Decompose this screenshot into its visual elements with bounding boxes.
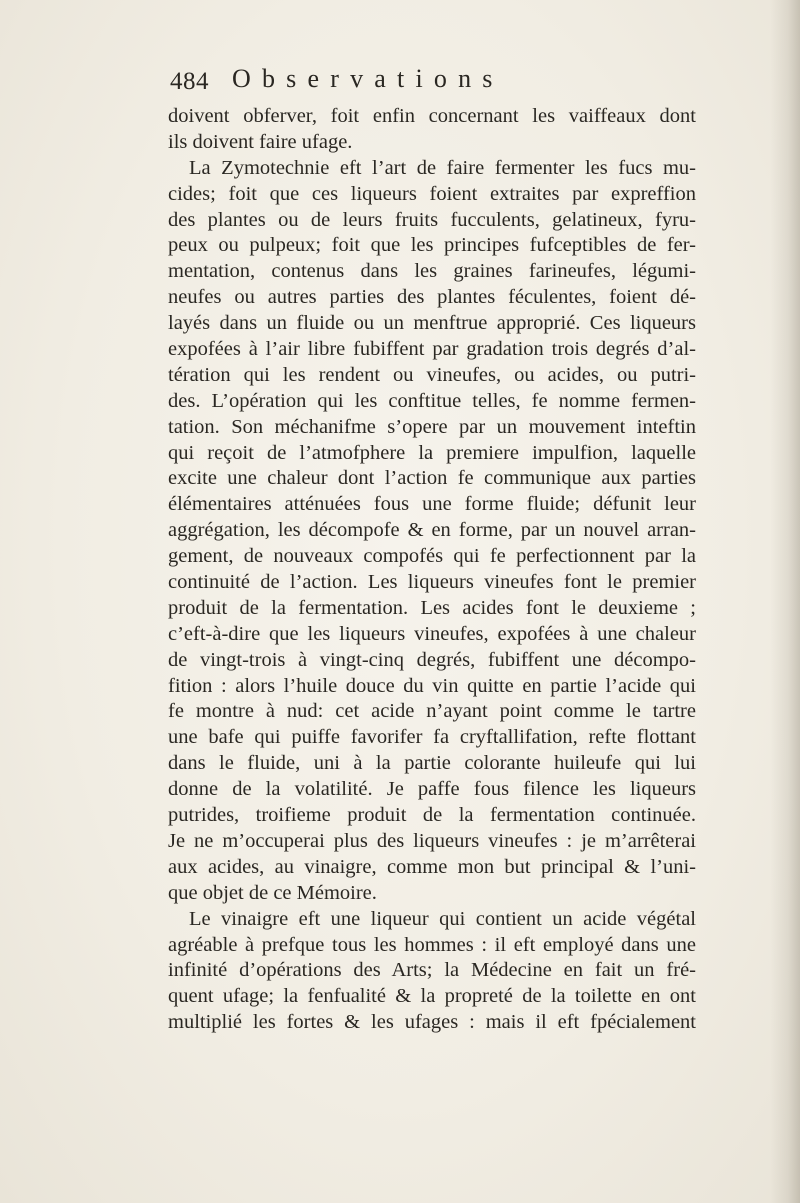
text-line: agréable à prefque tous les hommes : il eft employé dans une xyxy=(168,933,696,956)
running-head: Observations xyxy=(232,64,504,93)
page-number: 484 xyxy=(170,68,209,95)
text-line: tération qui les rendent ou vineufes, ou acides, ou putri- xyxy=(168,363,696,386)
text-line: élémentaires atténuées fous une forme fluide; défunit leur xyxy=(168,493,696,516)
text-line: neufes ou autres parties des plantes féculentes, foient dé- xyxy=(168,286,696,309)
page-edge-shadow xyxy=(770,0,800,1203)
text-line: aggrégation, les décompofe & en forme, par un nouvel arran- xyxy=(168,519,696,542)
text-line: multiplié les fortes & les ufages : mais il eft fpécialement xyxy=(168,1011,696,1034)
text-line: tation. Son méchanifme s’opere par un mouvement inteftin xyxy=(168,415,696,438)
text-line: peux ou pulpeux; foit que les principes fufceptibles de fer- xyxy=(168,234,696,257)
text-line: ils doivent faire ufage. xyxy=(168,130,353,153)
text-line: expofées à l’air libre fubiffent par gradation trois degrés d’al- xyxy=(168,338,696,361)
text-line: mentation, contenus dans les graines farineufes, légumi- xyxy=(168,260,696,283)
text-line: gement, de nouveaux compofés qui fe perfectionnent par la xyxy=(168,545,696,568)
text-line: donne de la volatilité. Je paffe fous filence les liqueurs xyxy=(168,778,696,801)
page-header xyxy=(170,64,690,100)
text-line: que objet de ce Mémoire. xyxy=(168,881,377,904)
text-line: infinité d’opérations des Arts; la Médecine en fait un fré- xyxy=(168,959,696,982)
text-line: produit de la fermentation. Les acides font le deuxieme ; xyxy=(168,596,696,619)
text-line: doivent obferver, foit enfin concernant les vaiffeaux dont xyxy=(168,105,696,127)
text-line: fition : alors l’huile douce du vin quitte en partie l’acide qui xyxy=(168,674,696,697)
text-line: quent ufage; la fenfualité & la propreté de la toilette en ont xyxy=(168,985,696,1008)
text-line: des plantes ou de leurs fruits fucculents, gelatineux, fyru- xyxy=(168,208,696,231)
text-line: c’eft-à-dire que les liqueurs vineufes, expofées à une chaleur xyxy=(168,622,696,645)
text-line: putrides, troifieme produit de la fermentation continuée. xyxy=(168,804,696,827)
text-line: layés dans un fluide ou un menftrue approprié. Ces liqueurs xyxy=(168,312,696,335)
text-line: qui reçoit de l’atmofphere la premiere impulfion, laquelle xyxy=(168,441,696,464)
text-line: cides; foit que ces liqueurs foient extraites par expreffion xyxy=(168,182,696,205)
text-line: continuité de l’action. Les liqueurs vineufes font le premier xyxy=(168,571,696,594)
paragraph-start-line: Le vinaigre eft une liqueur qui contient un acide végétal xyxy=(189,907,696,930)
text-line: aux acides, au vinaigre, comme mon but principal & l’uni- xyxy=(168,855,696,878)
text-line: Je ne m’occuperai plus des liqueurs vineufes : je m’arrêterai xyxy=(168,829,696,852)
text-line: dans le fluide, uni à la partie colorante huileufe qui lui xyxy=(168,752,696,775)
body-text xyxy=(168,104,696,1036)
text-line: fe montre à nud: cet acide n’ayant point comme le tartre xyxy=(168,700,696,723)
text-line: des. L’opération qui les conftitue telles, fe nomme fermen- xyxy=(168,389,696,412)
text-line: une bafe qui puiffe favorifer fa cryftallifation, refte flottant xyxy=(168,726,696,749)
paragraph-start-line: La Zymotechnie eft l’art de faire fermenter les fucs mu- xyxy=(189,156,696,179)
text-line: de vingt-trois à vingt-cinq degrés, fubiffent une décompo- xyxy=(168,648,696,671)
text-line: excite une chaleur dont l’action fe communique aux parties xyxy=(168,467,696,490)
